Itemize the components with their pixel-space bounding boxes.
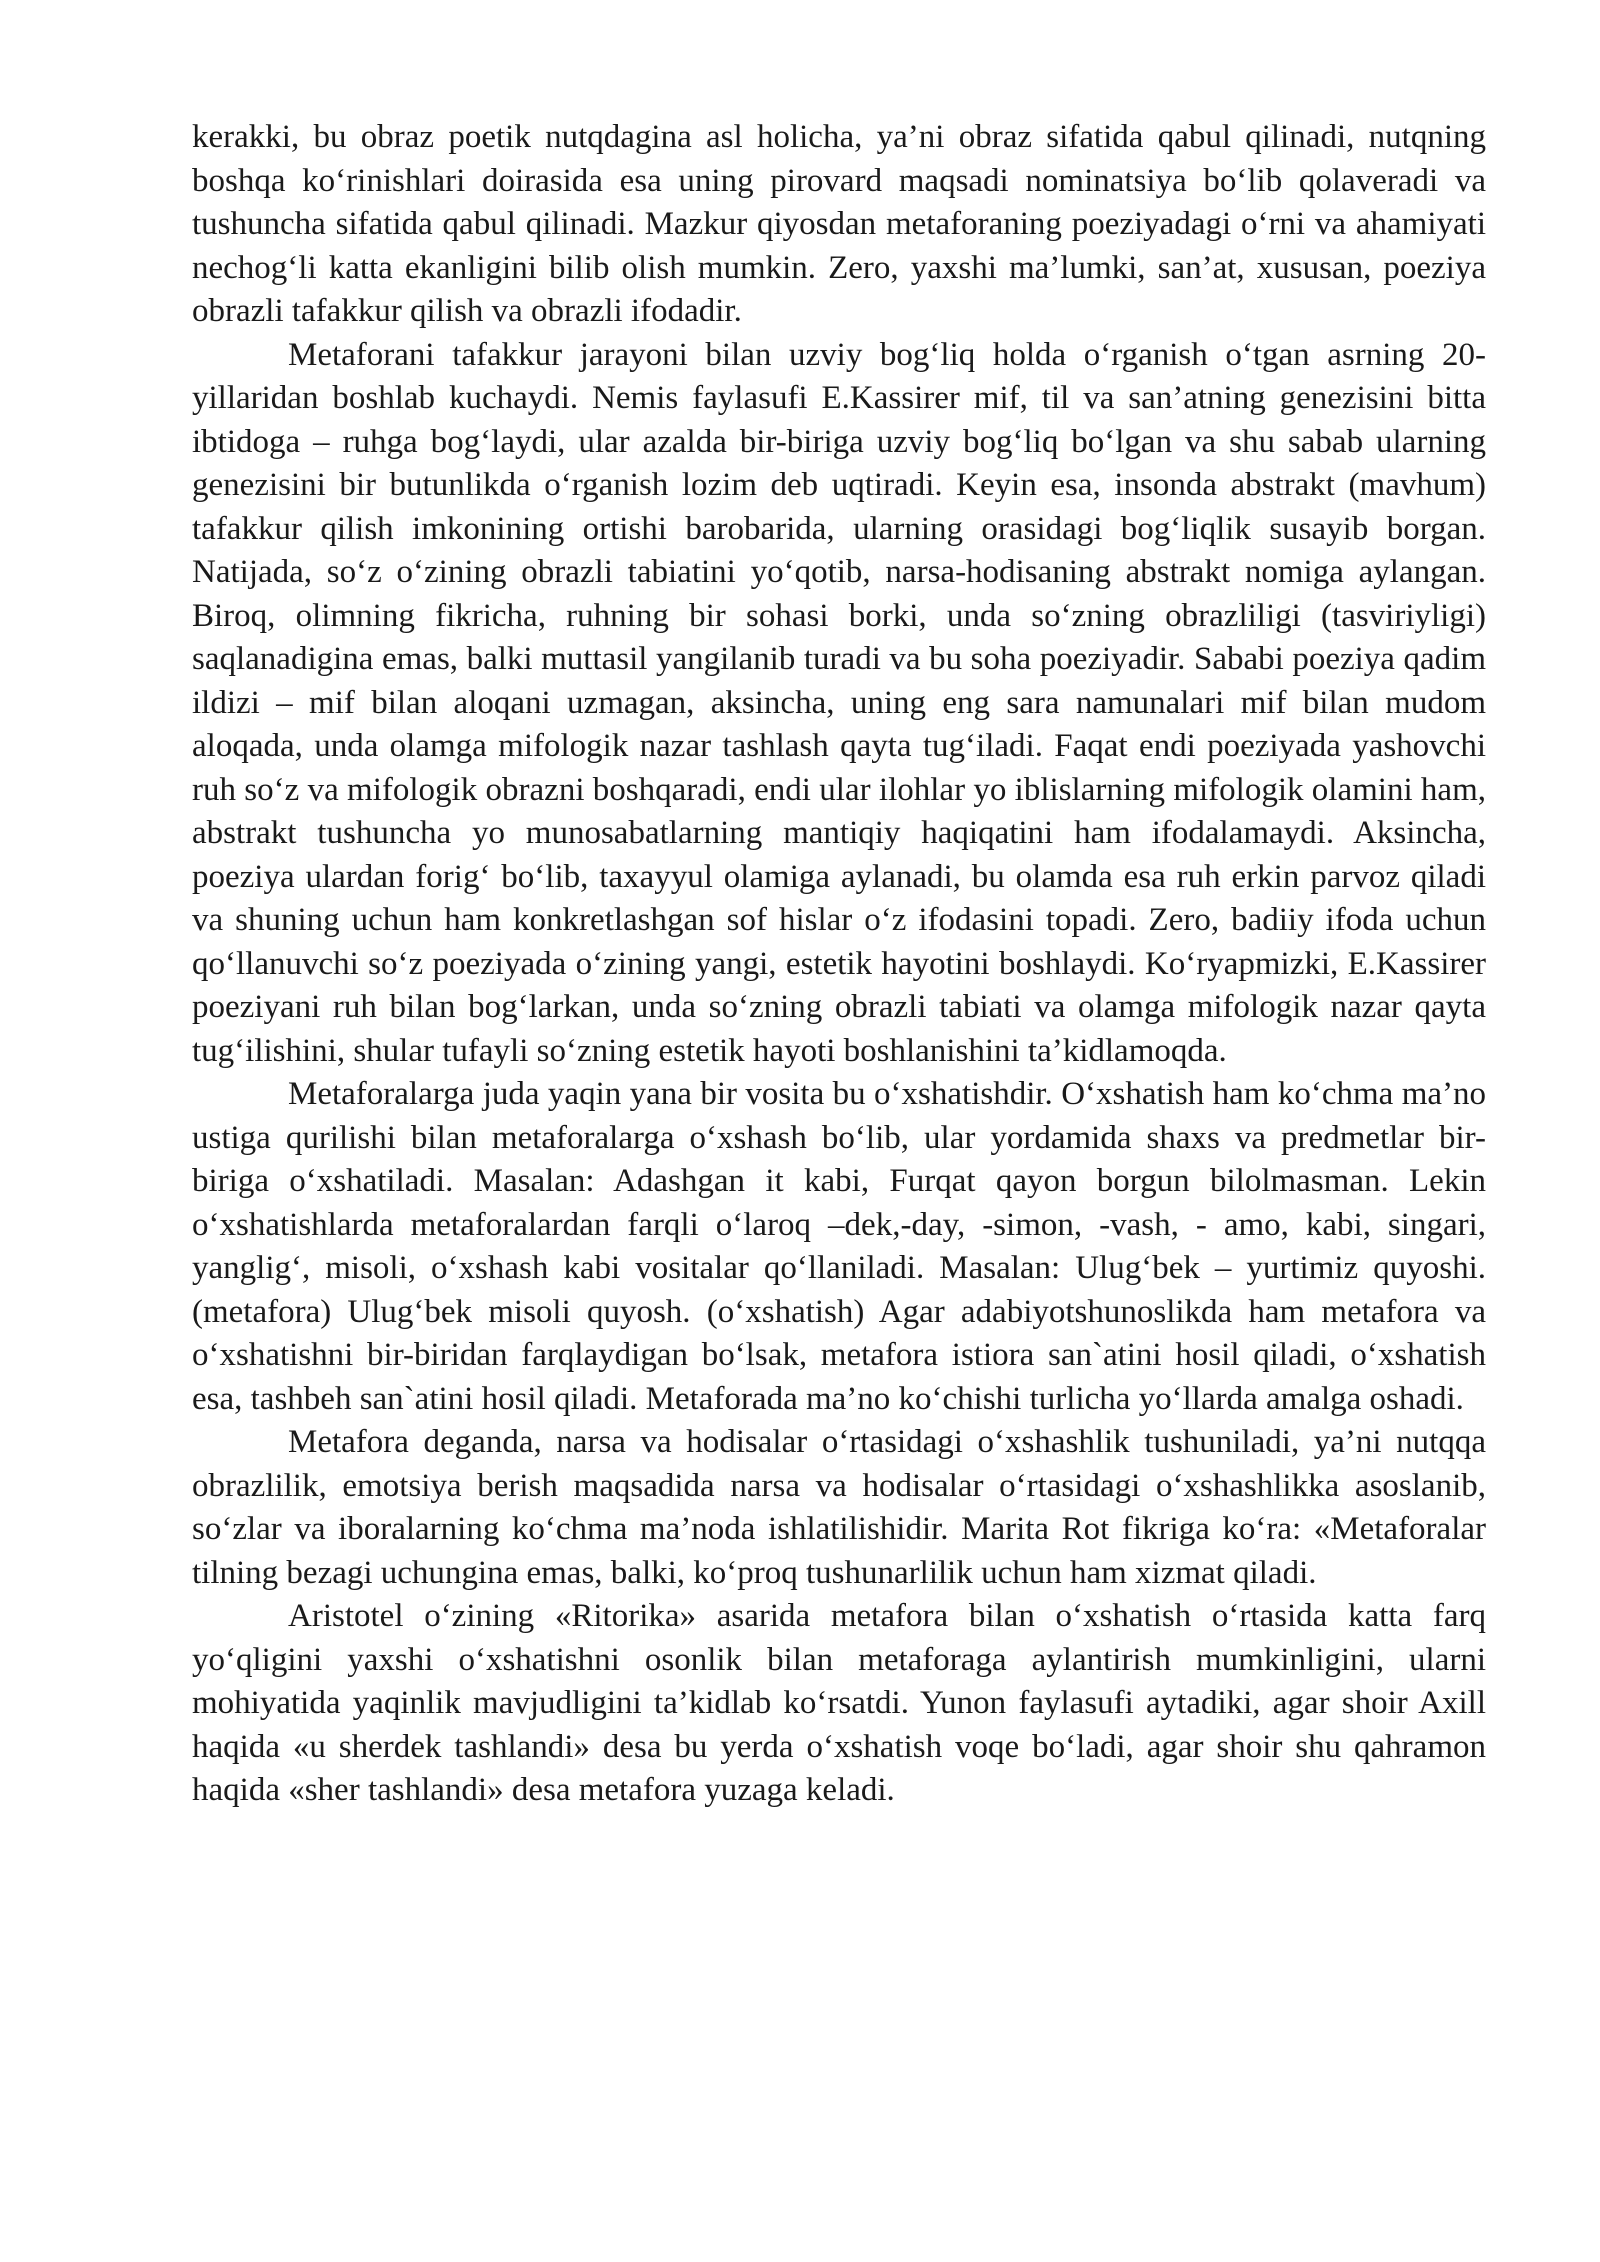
paragraph-continued: kerakki, bu obraz poetik nutqdagina asl holicha, ya’ni obraz sifatida qabul qilinadi, nutqning boshqa ko‘rinishlari doirasida esa uning pirovard maqsadi nominatsiya bo‘lib qolaveradi va tushuncha sifatida qabul qilinadi. Mazkur qiyosdan metaforaning poeziyadagi o‘rni va ahamiyati nechog‘li katta ekanligini bilib olish mumkin. Zero, yaxshi ma’lumki, san’at, xususan, poeziya obrazli tafakkur qilish va obrazli ifodadir. — [192, 119, 1486, 329]
paragraph-oxshatish: Metaforalarga juda yaqin yana bir vosita bu o‘xshatishdir. O‘xshatish ham ko‘chma ma’no ustiga qurilishi bilan metaforalarga o‘xshash bo‘lib, ular yordamida shaxs va predmetlar bir-biriga o‘xshatiladi. Masalan: Adashgan it kabi, Furqat qayon borgun bilolmasman. Lekin o‘xshatishlarda metaforalardan farqli o‘laroq –dek,-day, -simon, -vash, - amo, kabi, singari, yanglig‘, misoli, o‘xshash kabi vositalar qo‘llaniladi. Masalan: Ulug‘bek – yurtimiz quyoshi. (metafora) Ulug‘bek misoli quyosh. (o‘xshatish) Agar adabiyotshunoslikda ham metafora va o‘xshatishni bir-biridan farqlaydigan bo‘lsak, metafora istiora san`atini hosil qiladi, o‘xshatish esa, tashbeh san`atini hosil qiladi. Metaforada ma’no ko‘chishi turlicha yo‘llarda amalga oshadi. — [192, 1076, 1486, 1417]
paragraph-aristotel: Aristotel o‘zining «Ritorika» asarida metafora bilan o‘xshatish o‘rtasida katta farq yo‘qligini yaxshi o‘xshatishni osonlik bilan metaforaga aylantirish mumkinligini, ularni mohiyatida yaqinlik mavjudligini ta’kidlab ko‘rsatdi. Yunon faylasufi aytadiki, agar shoir Axill haqida «u sherdek tashlandi» desa bu yerda o‘xshatish voqe bo‘ladi, agar shoir shu qahramon haqida «sher tashlandi» desa metafora yuzaga keladi. — [192, 1598, 1486, 1808]
document-page — [192, 116, 1486, 1813]
paragraph-metafora-definition: Metafora deganda, narsa va hodisalar o‘rtasidagi o‘xshashlik tushuniladi, ya’ni nutqqa obrazlilik, emotsiya berish maqsadida narsa va hodisalar o‘rtasidagi o‘xshashlikka asoslanib, so‘zlar va iboralarning ko‘chma ma’noda ishlatilishidir. Marita Rot fikriga ko‘ra: «Metaforalar tilning bezagi uchungina emas, balki, ko‘proq tushunarlilik uchun ham xizmat qiladi. — [192, 1424, 1486, 1591]
paragraph-kassirer: Metaforani tafakkur jarayoni bilan uzviy bog‘liq holda o‘rganish o‘tgan asrning 20-yillaridan boshlab kuchaydi. Nemis faylasufi E.Kassirer mif, til va san’atning genezisini bitta ibtidoga – ruhga bog‘laydi, ular azalda bir-biriga uzviy bog‘liq bo‘lgan va shu sabab ularning genezisini bir butunlikda o‘rganish lozim deb uqtiradi. Keyin esa, insonda abstrakt (mavhum) tafakkur qilish imkonining ortishi barobarida, ularning orasidagi bog‘liqlik susayib borgan. Natijada, so‘z o‘zining obrazli tabiatini yo‘qotib, narsa-hodisaning abstrakt nomiga aylangan. Biroq, olimning fikricha, ruhning bir sohasi borki, unda so‘zning obrazliligi (tasviriyligi) saqlanadigina emas, balki muttasil yangilanib turadi va bu soha poeziyadir. Sababi poeziya qadim ildizi – mif bilan aloqani uzmagan, aksincha, uning eng sara namunalari mif bilan mudom aloqada, unda olamga mifologik nazar tashlash qayta tug‘iladi. Faqat endi poeziyada yashovchi ruh so‘z va mifologik obrazni boshqaradi, endi ular ilohlar yo iblislarning mifologik olamini ham, abstrakt tushuncha yo munosabatlarning mantiqiy haqiqatini ham ifodalamaydi. Aksincha, poeziya ulardan forig‘ bo‘lib, taxayyul olamiga aylanadi, bu olamda esa ruh erkin parvoz qiladi va shuning uchun ham konkretlashgan sof hislar o‘z ifodasini topadi. Zero, badiiy ifoda uchun qo‘llanuvchi so‘z poeziyada o‘zining yangi, estetik hayotini boshlaydi. Ko‘ryapmizki, E.Kassirer poeziyani ruh bilan bog‘larkan, unda so‘zning obrazli tabiati va olamga mifologik nazar qayta tug‘ilishini, shular tufayli so‘zning estetik hayoti boshlanishini ta’kidlamoqda. — [192, 336, 1486, 1069]
